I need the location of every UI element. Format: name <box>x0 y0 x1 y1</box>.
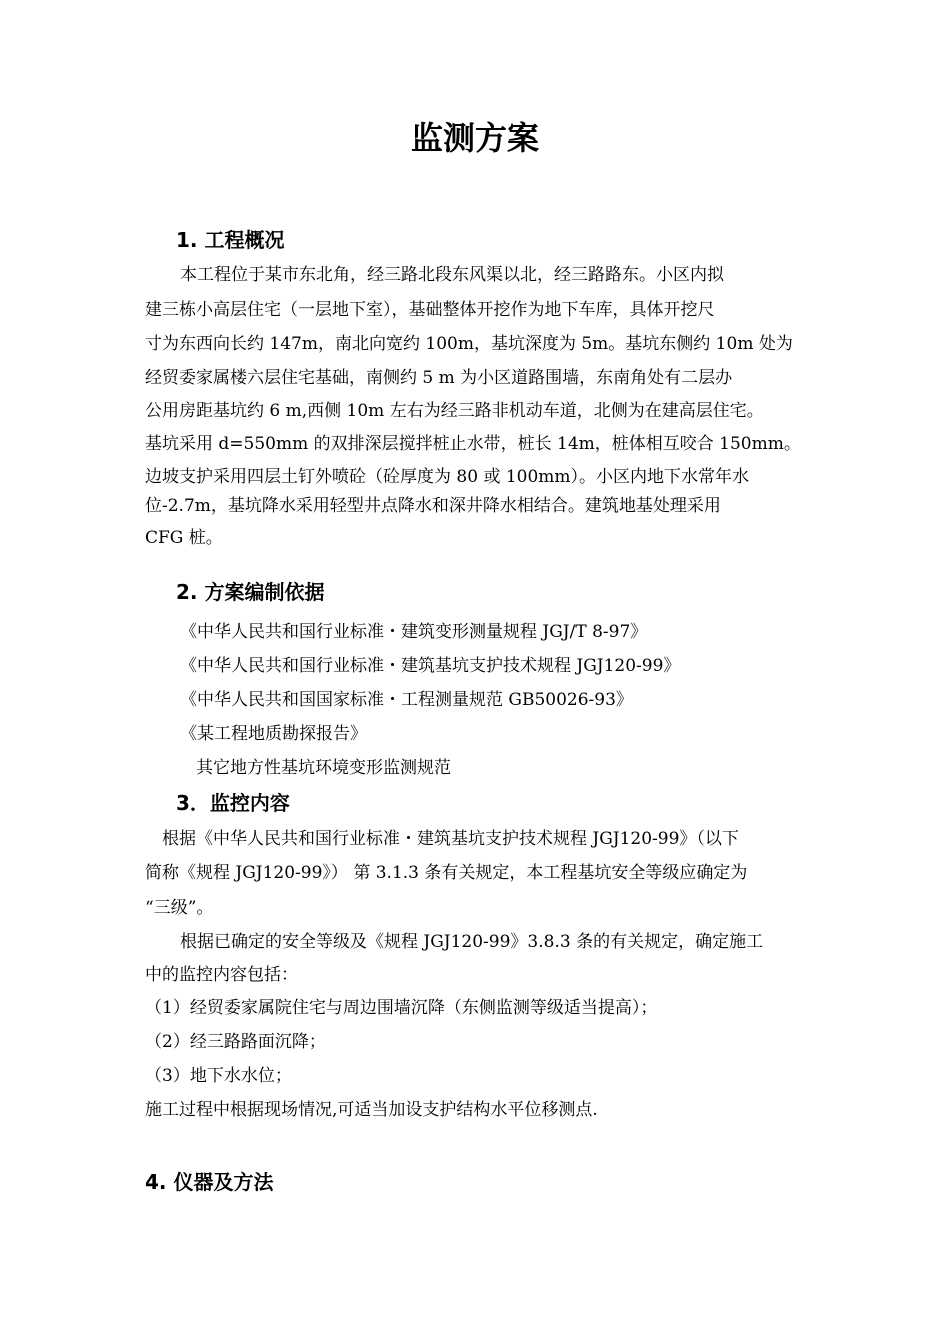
overview-line: 寸为东西向长约 147m，南北向宽约 100m，基坑深度为 5m。基坑东侧约 10m 处为 <box>145 334 793 354</box>
monitoring-line: （2）经三路路面沉降； <box>145 1032 326 1052</box>
basis-line: 《中华人民共和国行业标准・建筑基坑支护技术规程 JGJ120-99》 <box>180 656 681 676</box>
monitoring-line: “三级”。 <box>145 898 214 918</box>
overview-line: 位-2.7m，基坑降水采用轻型井点降水和深井降水相结合。建筑地基处理采用 <box>145 496 721 516</box>
overview-line: 经贸委家属楼六层住宅基础，南侧约 5 m 为小区道路围墙，东南角处有二层办 <box>145 368 733 388</box>
basis-line: 其它地方性基坑环境变形监测规范 <box>196 758 451 778</box>
basis-line: 《某工程地质勘探报告》 <box>180 724 367 744</box>
section-heading-basis: 2. 方案编制依据 <box>176 580 325 604</box>
overview-line: 基坑采用 d=550mm 的双排深层搅拌桩止水带，桩长 14m，桩体相互咬合 150mm。 <box>145 434 801 454</box>
overview-line: 公用房距基坑约 6 m,西侧 10m 左右为经三路非机动车道，北侧为在建高层住宅。 <box>145 401 764 421</box>
monitoring-line: （1）经贸委家属院住宅与周边围墙沉降（东侧监测等级适当提高）； <box>145 998 658 1018</box>
monitoring-line: 中的监控内容包括： <box>145 965 298 985</box>
overview-line: 边坡支护采用四层土钉外喷砼（砼厚度为 80 或 100mm）。小区内地下水常年水 <box>145 467 750 487</box>
overview-line: 本工程位于某市东北角，经三路北段东风渠以北，经三路路东。小区内拟 <box>180 265 724 285</box>
monitoring-line: 根据《中华人民共和国行业标准・建筑基坑支护技术规程 JGJ120-99》（以下 <box>162 829 739 849</box>
section-heading-instruments: 4. 仪器及方法 <box>145 1170 274 1194</box>
monitoring-line: （3）地下水水位； <box>145 1066 292 1086</box>
monitoring-line: 施工过程中根据现场情况,可适当加设支护结构水平位移测点. <box>145 1100 598 1120</box>
overview-line: CFG 桩。 <box>145 528 223 548</box>
page-title: 监测方案 <box>410 119 539 157</box>
monitoring-line: 根据已确定的安全等级及《规程 JGJ120-99》3.8.3 条的有关规定，确定施工 <box>180 932 764 952</box>
section-heading-overview: 1. 工程概况 <box>176 228 285 252</box>
overview-line: 建三栋小高层住宅（一层地下室），基础整体开挖作为地下车库，具体开挖尺 <box>145 300 715 320</box>
monitoring-line: 简称《规程 JGJ120-99》） 第 3.1.3 条有关规定，本工程基坑安全等级应确定为 <box>145 863 748 883</box>
section-heading-monitoring: 3．监控内容 <box>176 791 290 815</box>
basis-line: 《中华人民共和国行业标准・建筑变形测量规程 JGJ/T 8-97》 <box>180 622 648 642</box>
basis-line: 《中华人民共和国国家标准・工程测量规范 GB50026-93》 <box>180 690 633 710</box>
